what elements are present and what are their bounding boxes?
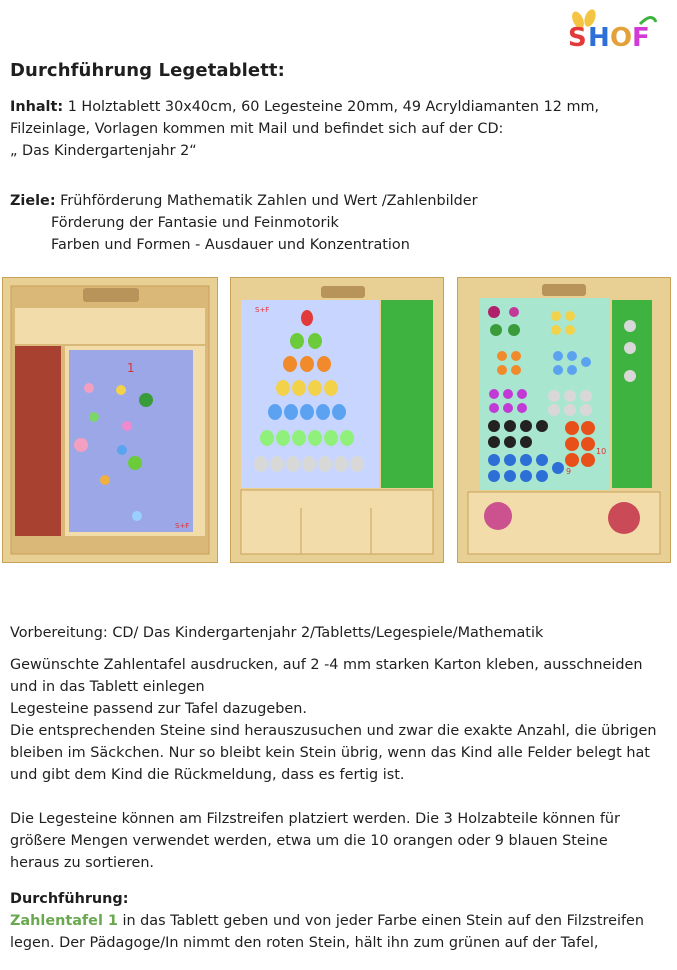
svg-text:H: H [588, 23, 610, 53]
shof-logo [560, 6, 660, 56]
durchfuehrung-line1: in das Tablett geben und von jeder Farbe einen Stein auf den Filzstreifen [117, 913, 645, 929]
inhalt-label: Inhalt: [10, 99, 64, 115]
body1-line6: und gibt dem Kind die Rückmeldung, dass es fertig ist. [10, 767, 405, 783]
photo-tray-2 [230, 277, 444, 563]
inhalt-section [10, 96, 599, 162]
photo3-number-10: 10 [596, 447, 607, 456]
photo-tray-3 [457, 277, 671, 563]
body1-line4: Die entsprechenden Steine sind herauszusuchen und zwar die exakte Anzahl, die übrigen [10, 723, 657, 739]
body2-line3: heraus zu sortieren. [10, 855, 155, 871]
durchfuehrung-label: Durchführung: [10, 891, 129, 907]
photo1-number: 1 [127, 361, 135, 375]
body2-line2: größere Mengen verwendet werden, etwa um die 10 orangen oder 9 blauen Steine [10, 833, 608, 849]
photo-tray-1 [2, 277, 218, 563]
ziele-line2: Förderung der Fantasie und Feinmotorik [51, 215, 339, 231]
photo1-corner: S+F [175, 522, 190, 530]
ziele-section [10, 190, 478, 256]
zahlentafel-highlight: Zahlentafel 1 [10, 913, 118, 929]
body-section-1 [10, 654, 657, 786]
page-title: Durchführung Legetablett: [10, 60, 285, 81]
ziele-line1: Frühförderung Mathematik Zahlen und Wert /Zahlenbilder [55, 193, 478, 209]
photo2-corner: S+F [255, 306, 270, 314]
body-section-2 [10, 808, 620, 874]
ziele-line3: Farben und Formen - Ausdauer und Konzentration [51, 237, 410, 253]
inhalt-line3: „ Das Kindergartenjahr 2“ [10, 143, 197, 159]
inhalt-line1: 1 Holztablett 30x40cm, 60 Legesteine 20mm, 49 Acryldiamanten 12 mm, [63, 99, 600, 115]
body1-line3: Legesteine passend zur Tafel dazugeben. [10, 701, 307, 717]
photo3-number-9: 9 [566, 467, 572, 476]
inhalt-line2: Filzeinlage, Vorlagen kommen mit Mail und befindet sich auf der CD: [10, 121, 504, 137]
svg-text:F: F [632, 23, 650, 53]
durchfuehrung-line2: legen. Der Pädagoge/In nimmt den roten Stein, hält ihn zum grünen auf der Tafel, [10, 935, 599, 951]
vorbereitung-line: Vorbereitung: CD/ Das Kindergartenjahr 2/Tabletts/Legespiele/Mathematik [10, 625, 544, 641]
body1-line2: und in das Tablett einlegen [10, 679, 205, 695]
ziele-label: Ziele: [10, 193, 56, 209]
body1-line5: bleiben im Säckchen. Nur so bleibt kein Stein übrig, wenn das Kind alle Felder belegt hat [10, 745, 650, 761]
body2-line1: Die Legesteine können am Filzstreifen platziert werden. Die 3 Holzabteile können für [10, 811, 620, 827]
svg-text:O: O [610, 23, 633, 53]
body1-line1: Gewünschte Zahlentafel ausdrucken, auf 2 -4 mm starken Karton kleben, ausschneiden [10, 657, 643, 673]
svg-text:S: S [568, 23, 587, 53]
durchfuehrung-section [10, 888, 644, 954]
